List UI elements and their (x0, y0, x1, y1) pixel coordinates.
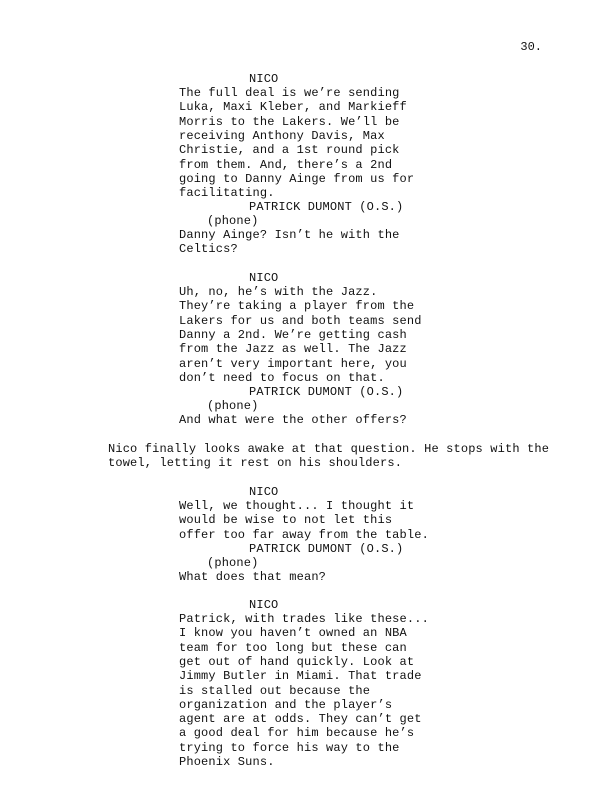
dialogue-line: would be wise to not let this (179, 513, 393, 528)
dialogue-line: Celtics? (179, 242, 238, 257)
dialogue-line: And what were the other offers? (179, 413, 407, 427)
dialogue-line: from them. And, there’s a 2nd (179, 157, 393, 172)
dialogue-line: What does that mean? (179, 570, 327, 584)
dialogue-line: facilitating. (179, 186, 275, 201)
dialogue-line: receiving Anthony Davis, Max (179, 128, 385, 143)
dialogue-line: offer too far away from the table. (179, 527, 429, 542)
dialogue-line: Phoenix Suns. (179, 755, 275, 769)
parenthetical: (phone) (207, 399, 259, 413)
dialogue-line: get out of hand quickly. Look at (179, 654, 415, 669)
character-cue: NICO (249, 271, 279, 285)
action-line: towel, letting it rest on his shoulders. (108, 456, 403, 471)
parenthetical: (phone) (207, 556, 259, 570)
dialogue-line: going to Danny Ainge from us for (179, 171, 415, 186)
dialogue-line: from the Jazz as well. The Jazz (179, 342, 407, 357)
dialogue-line: Luka, Maxi Kleber, and Markieff (179, 100, 407, 115)
dialogue-line: Christie, and a 1st round pick (179, 143, 400, 158)
page-number: 30. (520, 40, 542, 54)
dialogue-line: team for too long but these can (179, 640, 407, 655)
dialogue-line: They’re taking a player from the (179, 299, 415, 314)
dialogue-line: is stalled out because the (179, 683, 371, 698)
dialogue-line: a good deal for him because he’s (179, 726, 415, 741)
dialogue-line: I know you haven’t owned an NBA (179, 626, 407, 641)
character-cue: NICO (249, 598, 279, 612)
character-cue: PATRICK DUMONT (O.S.) (249, 200, 404, 214)
dialogue-line: don’t need to focus on that. (179, 370, 385, 385)
dialogue-line: Morris to the Lakers. We’ll be (179, 114, 400, 129)
parenthetical: (phone) (207, 214, 259, 228)
dialogue-line: aren’t very important here, you (179, 356, 407, 371)
action-line: Nico finally looks awake at that question. He stops with the (108, 442, 550, 456)
character-cue: NICO (249, 485, 279, 499)
dialogue-line: The full deal is we’re sending (179, 86, 400, 100)
dialogue-line: Lakers for us and both teams send (179, 313, 422, 328)
dialogue-line: Jimmy Butler in Miami. That trade (179, 669, 422, 684)
character-cue: NICO (249, 72, 279, 86)
dialogue-line: Danny a 2nd. We’re getting cash (179, 327, 407, 342)
dialogue-line: trying to force his way to the (179, 740, 400, 755)
dialogue-line: agent are at odds. They can’t get (179, 712, 422, 727)
character-cue: PATRICK DUMONT (O.S.) (249, 542, 404, 556)
dialogue-line: Uh, no, he’s with the Jazz. (179, 285, 378, 299)
dialogue-line: Well, we thought... I thought it (179, 499, 415, 513)
character-cue: PATRICK DUMONT (O.S.) (249, 385, 404, 399)
dialogue-line: organization and the player’s (179, 697, 393, 712)
dialogue-line: Danny Ainge? Isn’t he with the (179, 228, 400, 242)
dialogue-line: Patrick, with trades like these... (179, 612, 429, 626)
